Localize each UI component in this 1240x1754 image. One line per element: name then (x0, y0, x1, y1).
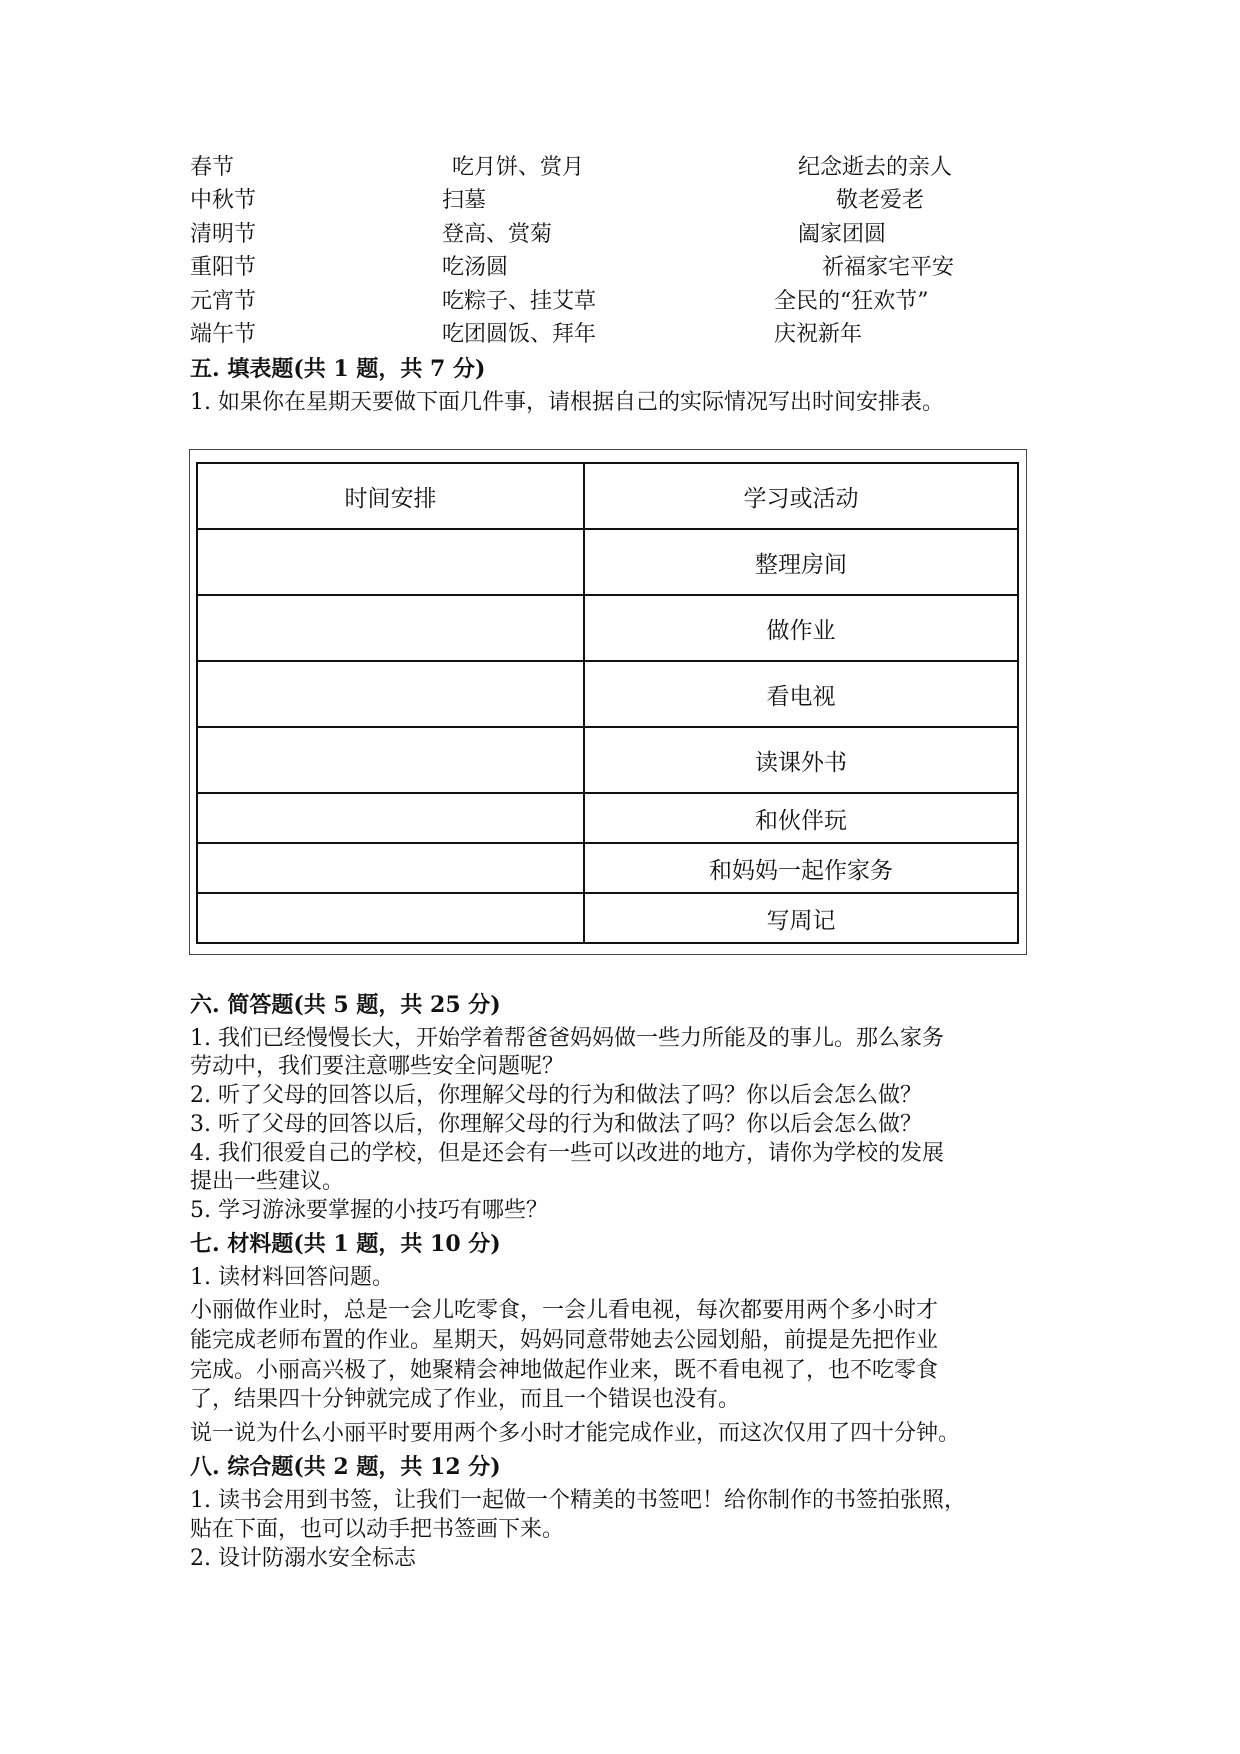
activity-cell: 和伙伴玩 (584, 793, 1018, 843)
header-time: 时间安排 (197, 463, 584, 529)
festival-meaning: 祈福家宅平安 (822, 255, 955, 280)
header-activity: 学习或活动 (584, 463, 1018, 529)
table-row (197, 595, 1018, 661)
table-row (197, 529, 1018, 595)
table-row (197, 661, 1018, 727)
schedule-table (196, 462, 1019, 944)
material-text: 能完成老师布置的作业。星期天，妈妈同意带她去公园划船，前提是先把作业 (190, 1328, 939, 1353)
question-text: 劳动中，我们要注意哪些安全问题呢？ (190, 1054, 565, 1079)
match-row (190, 152, 1090, 184)
table-row (197, 727, 1018, 793)
question-text: 提出一些建议。 (190, 1169, 345, 1194)
time-cell[interactable] (197, 595, 584, 661)
question-text: 1. 读材料回答问题。 (190, 1265, 394, 1290)
section-title-fill-table: 五. 填表题(共 1 题，共 7 分) (190, 356, 486, 382)
time-cell[interactable] (197, 843, 584, 893)
table-header-row (197, 463, 1018, 529)
festival-custom: 登高、赏菊 (442, 222, 553, 247)
match-row (190, 252, 1090, 284)
question-text: 4. 我们很爱自己的学校，但是还会有一些可以改进的地方，请你为学校的发展 (190, 1141, 944, 1166)
festival-name: 元宵节 (190, 289, 257, 314)
festival-meaning: 庆祝新年 (774, 322, 863, 347)
question-text: 贴在下面，也可以动手把书签画下来。 (190, 1517, 565, 1542)
question-text: 1. 我们已经慢慢长大，开始学着帮爸爸妈妈做一些力所能及的事儿。那么家务 (190, 1026, 944, 1051)
festival-name: 重阳节 (190, 255, 257, 280)
festival-name: 清明节 (190, 222, 257, 247)
match-row (190, 319, 1090, 351)
section-title-comprehensive: 八. 综合题(共 2 题，共 12 分) (190, 1454, 501, 1480)
festival-meaning: 全民的“狂欢节” (774, 289, 929, 314)
festival-name: 春节 (190, 155, 235, 180)
festival-meaning: 敬老爱老 (836, 188, 925, 213)
time-cell[interactable] (197, 529, 584, 595)
festival-custom: 吃月饼、赏月 (452, 155, 585, 180)
festival-name: 端午节 (190, 322, 257, 347)
question-text: 3. 听了父母的回答以后，你理解父母的行为和做法了吗？你以后会怎么做？ (190, 1112, 922, 1137)
match-row (190, 185, 1090, 217)
match-row (190, 219, 1090, 251)
question-text: 2. 设计防溺水安全标志 (190, 1546, 416, 1571)
activity-cell: 和妈妈一起作家务 (584, 843, 1018, 893)
material-text: 了，结果四十分钟就完成了作业，而且一个错误也没有。 (190, 1387, 741, 1412)
section-title-short-answer: 六. 简答题(共 5 题，共 25 分) (190, 992, 501, 1018)
question-text: 1. 读书会用到书签，让我们一起做一个精美的书签吧！给你制作的书签拍张照， (190, 1488, 966, 1513)
time-cell[interactable] (197, 893, 584, 943)
festival-meaning: 纪念逝去的亲人 (798, 155, 953, 180)
time-cell[interactable] (197, 727, 584, 793)
table-row (197, 793, 1018, 843)
activity-cell: 做作业 (584, 595, 1018, 661)
festival-custom: 吃汤圆 (442, 255, 509, 280)
festival-custom: 吃粽子、挂艾草 (442, 289, 597, 314)
activity-cell: 写周记 (584, 893, 1018, 943)
question-text: 5. 学习游泳要掌握的小技巧有哪些？ (190, 1198, 548, 1223)
match-row (190, 286, 1090, 318)
time-cell[interactable] (197, 793, 584, 843)
material-text: 小丽做作业时，总是一会儿吃零食，一会儿看电视，每次都要用两个多小时才 (190, 1298, 939, 1323)
festival-name: 中秋节 (190, 188, 257, 213)
activity-cell: 整理房间 (584, 529, 1018, 595)
activity-cell: 读课外书 (584, 727, 1018, 793)
table-row (197, 843, 1018, 893)
time-cell[interactable] (197, 661, 584, 727)
material-text: 完成。小丽高兴极了，她聚精会神地做起作业来，既不看电视了，也不吃零食 (190, 1358, 939, 1383)
activity-cell: 看电视 (584, 661, 1018, 727)
question-text: 2. 听了父母的回答以后，你理解父母的行为和做法了吗？你以后会怎么做？ (190, 1083, 922, 1108)
festival-meaning: 阖家团圆 (798, 222, 887, 247)
table-row (197, 893, 1018, 943)
question-text: 说一说为什么小丽平时要用两个多小时才能完成作业，而这次仅用了四十分钟。 (190, 1421, 961, 1446)
festival-custom: 扫墓 (442, 188, 487, 213)
festival-custom: 吃团圆饭、拜年 (442, 322, 597, 347)
section-title-material: 七. 材料题(共 1 题，共 10 分) (190, 1231, 501, 1257)
question-text: 1. 如果你在星期天要做下面几件事，请根据自己的实际情况写出时间安排表。 (190, 390, 944, 415)
